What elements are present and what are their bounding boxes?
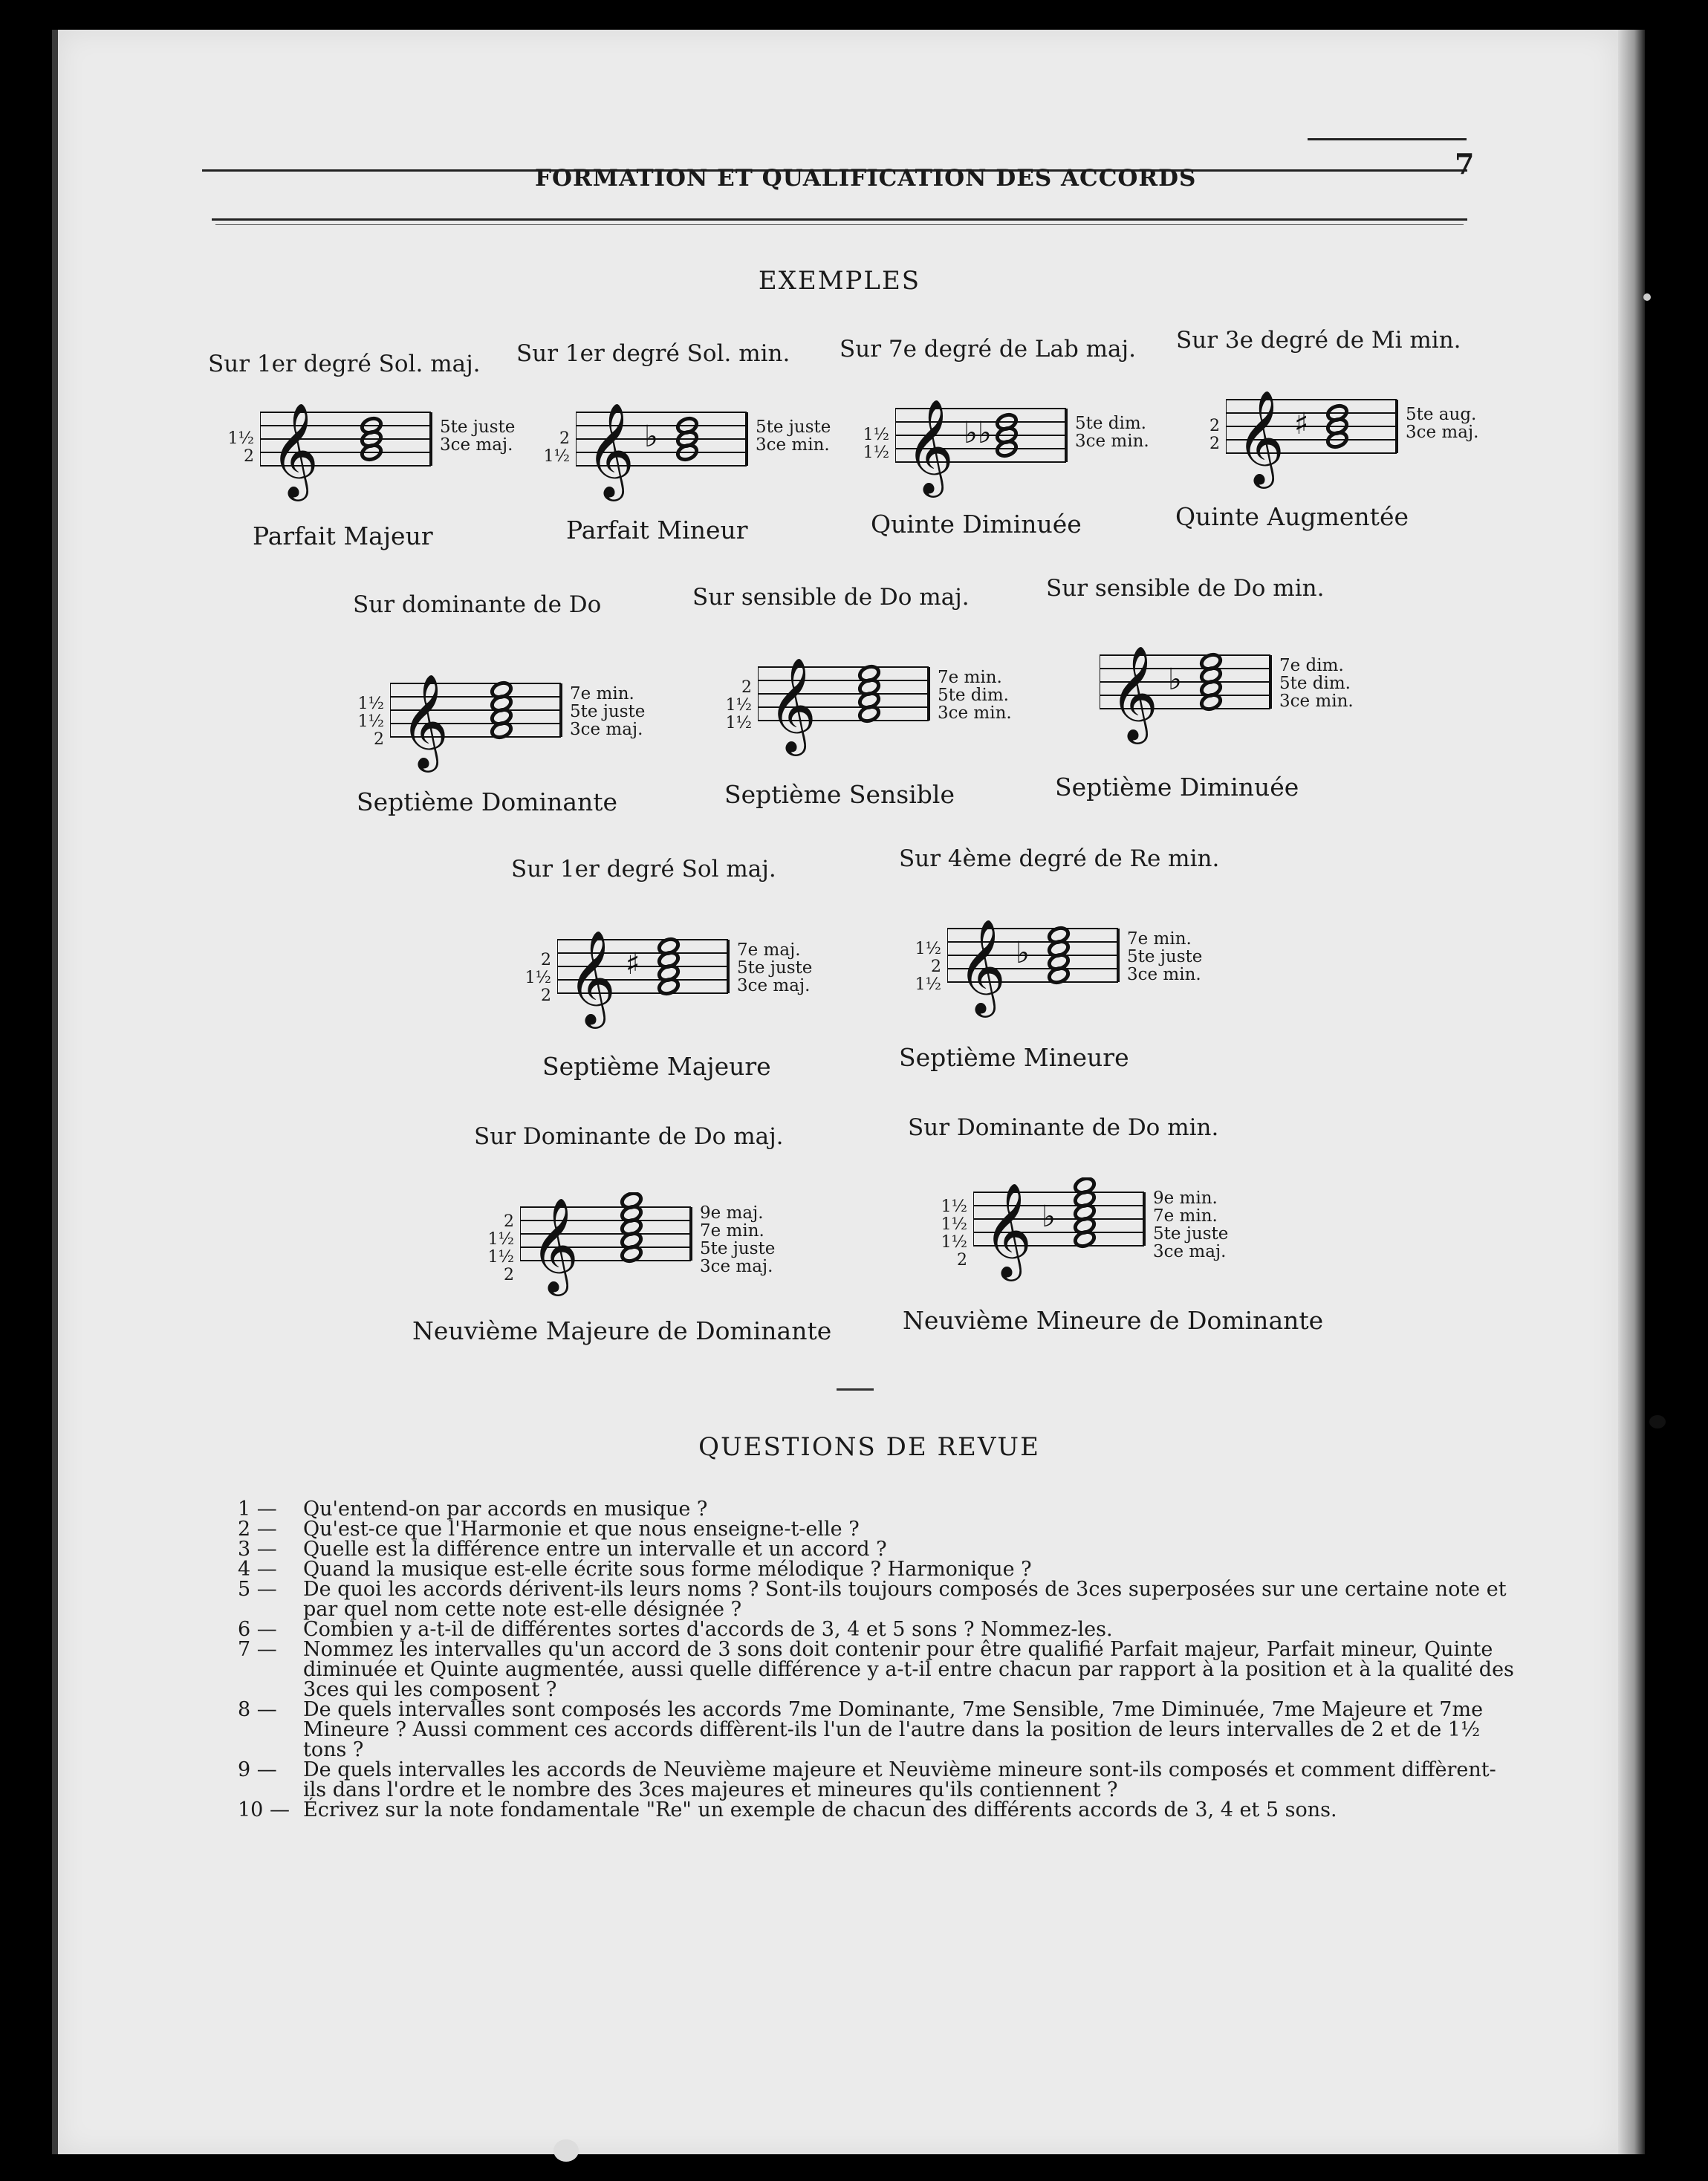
question-item: [238, 1539, 1516, 1559]
tone-step-label: 2: [504, 1266, 514, 1284]
question-number: 4 —: [238, 1558, 277, 1581]
accidental-icon: ♯: [626, 947, 640, 981]
treble-clef-icon: 𝄞: [1110, 645, 1159, 740]
interval-labels: [440, 418, 515, 454]
interval-labels: [1075, 415, 1149, 450]
interval-label: 3ce maj.: [1153, 1242, 1227, 1261]
tone-step-label: 1½: [863, 426, 889, 444]
tone-step-label: 2: [541, 987, 551, 1005]
tone-step-label: 1½: [915, 975, 941, 994]
tone-step-labels: [1190, 417, 1220, 453]
example-caption: Quinte Diminuée: [871, 510, 1082, 539]
question-number: 10 —: [238, 1798, 290, 1821]
interval-label: 7e min.: [570, 684, 634, 703]
question-text: Quelle est la différence entre un intervalle et un accord ?: [303, 1538, 887, 1561]
tone-step-labels: [540, 430, 570, 466]
tone-step-label: 2: [244, 447, 254, 466]
music-staff: [1226, 385, 1426, 519]
example-caption: Neuvième Majeure de Dominante: [412, 1316, 832, 1345]
interval-label: 3ce min.: [1279, 692, 1354, 711]
example-caption: Septième Majeure: [542, 1052, 771, 1081]
question-text: De quoi les accords dérivent-ils leurs noms ? Sont-ils toujours composés de 3ces superposées sur une certaine note et par quel nom cette note est-elle désignée ?: [303, 1578, 1507, 1621]
interval-label: 5te juste: [1127, 947, 1203, 966]
interval-label: 3ce min.: [938, 703, 1012, 723]
page-number: 7: [1455, 147, 1475, 181]
tone-step-label: 2: [504, 1212, 514, 1231]
header-rule-bottom2: [215, 224, 1464, 225]
tone-step-label: 1½: [941, 1233, 967, 1252]
example-heading: Sur Dominante de Do min.: [908, 1114, 1219, 1141]
question-item: [238, 1579, 1516, 1619]
question-text: De quels intervalles les accords de Neuvième majeure et Neuvième mineure sont-ils composés et comment diffèrent-ils dans l'ordre et le nombre des 3ces majeures et mineures qu'ils contiennent ?: [303, 1758, 1496, 1801]
music-staff: [390, 669, 591, 802]
separator-dash: [837, 1388, 874, 1391]
accidental-icon: ♭: [1168, 663, 1182, 697]
tone-step-labels: [860, 426, 889, 462]
music-staff: [260, 397, 461, 531]
interval-label: 7e min.: [1153, 1206, 1218, 1226]
treble-clef-icon: 𝄞: [768, 657, 817, 752]
tone-step-label: 1½: [915, 940, 941, 958]
interval-label: 5te dim.: [938, 686, 1009, 705]
question-item: [238, 1800, 1516, 1820]
interval-label: 3ce maj.: [737, 976, 811, 995]
question-item: [238, 1619, 1516, 1639]
question-text: Écrivez sur la note fondamentale "Re" un exemple de chacun des différents accords de 3, 4 et 5 sons.: [303, 1798, 1337, 1821]
tone-step-label: 1½: [941, 1215, 967, 1234]
interval-label: 9e maj.: [700, 1203, 764, 1223]
interval-label: 7e min.: [700, 1221, 764, 1241]
interval-label: 7e dim.: [1279, 656, 1344, 675]
interval-labels: [1127, 930, 1202, 984]
interval-labels: [1406, 406, 1478, 441]
tone-step-label: 1½: [357, 695, 384, 713]
tone-step-label: 2: [559, 429, 570, 448]
question-number: 9 —: [238, 1758, 277, 1781]
question-text: De quels intervalles sont composés les accords 7me Dominante, 7me Sensible, 7me Diminuée, 7me Majeure et 7me Mineure ? Aussi comment ces accords diffèrent-ils l'un de l'autre dans la position de leurs intervalles de 2 et de 1½ tons ?: [303, 1698, 1484, 1761]
tone-step-labels: [912, 940, 941, 994]
music-staff: [895, 394, 1096, 527]
music-staff: [1100, 640, 1300, 774]
tone-step-labels: [484, 1213, 514, 1284]
interval-label: 5te juste: [440, 417, 516, 437]
interval-label: 3ce min.: [1127, 965, 1201, 984]
accidental-icon: ♭: [1042, 1200, 1056, 1234]
tone-step-label: 2: [1209, 417, 1220, 435]
scan-speck: [1649, 1415, 1666, 1428]
music-staff: [576, 397, 776, 531]
interval-label: 5te juste: [570, 702, 646, 721]
question-item: [238, 1639, 1516, 1700]
treble-clef-icon: 𝄞: [530, 1197, 579, 1292]
example-heading: Sur 1er degré Sol maj.: [511, 856, 776, 883]
interval-label: 5te juste: [737, 958, 813, 978]
tone-step-label: 2: [1209, 435, 1220, 453]
review-questions: [238, 1499, 1516, 1820]
tone-step-label: 1½: [227, 429, 254, 448]
question-text: Nommez les intervalles qu'un accord de 3 sons doit contenir pour être qualifié Parfait majeur, Parfait mineur, Quinte diminuée et Quinte augmentée, aussi quelle différence y a-t-il entre chacun par rapport à la position et à la qualité des 3ces qui les composent ?: [303, 1638, 1514, 1701]
question-item: [238, 1760, 1516, 1800]
example-caption: Septième Mineure: [899, 1043, 1129, 1072]
music-staff: [520, 1192, 721, 1326]
treble-clef-icon: 𝄞: [906, 398, 955, 493]
interval-labels: [756, 418, 831, 454]
header-rule-right: [1308, 138, 1467, 140]
treble-clef-icon: 𝄞: [1236, 389, 1285, 484]
example-heading: Sur 1er degré Sol. maj.: [208, 351, 481, 377]
interval-label: 7e min.: [1127, 929, 1192, 949]
interval-label: 3ce maj.: [440, 435, 513, 455]
example-heading: Sur 3e degré de Mi min.: [1176, 327, 1461, 354]
accidental-icon: ♯: [1294, 407, 1309, 441]
accidental-icon: ♭: [644, 420, 658, 454]
examples-title: EXEMPLES: [758, 266, 921, 296]
interval-labels: [1279, 657, 1354, 710]
example-heading: Sur sensible de Do maj.: [692, 584, 970, 611]
question-text: Quand la musique est-elle écrite sous forme mélodique ? Harmonique ?: [303, 1558, 1032, 1581]
interval-label: 5te dim.: [1279, 674, 1351, 693]
example-caption: Parfait Majeur: [253, 521, 433, 550]
question-text: Combien y a-t-il de différentes sortes d'accords de 3, 4 et 5 sons ? Nommez-les.: [303, 1618, 1113, 1641]
example-heading: Sur dominante de Do: [353, 591, 602, 618]
tone-step-label: 1½: [543, 447, 570, 466]
question-number: 5 —: [238, 1578, 277, 1601]
interval-label: 5te juste: [756, 417, 831, 437]
treble-clef-icon: 𝄞: [586, 402, 635, 497]
interval-labels: [570, 685, 645, 738]
interval-label: 5te juste: [700, 1239, 776, 1258]
music-staff: [557, 925, 758, 1059]
interval-label: 3ce maj.: [570, 720, 643, 739]
music-staff: [758, 652, 958, 786]
interval-label: 7e maj.: [737, 940, 801, 960]
example-heading: Sur 7e degré de Lab maj.: [840, 336, 1137, 363]
tone-step-labels: [354, 695, 384, 749]
tone-step-label: 1½: [863, 443, 889, 462]
example-heading: Sur 4ème degré de Re min.: [899, 845, 1220, 872]
interval-labels: [737, 941, 812, 995]
example-caption: Septième Diminuée: [1055, 773, 1299, 802]
tone-step-label: 2: [931, 958, 941, 976]
tone-step-label: 1½: [487, 1230, 514, 1249]
tone-step-label: 2: [957, 1251, 967, 1270]
treble-clef-icon: 𝄞: [568, 929, 617, 1024]
interval-label: 5te juste: [1153, 1224, 1229, 1244]
accidental-icon: ♭: [1016, 936, 1030, 970]
music-staff: [947, 914, 1148, 1047]
interval-labels: [1153, 1189, 1228, 1261]
interval-label: 3ce maj.: [700, 1257, 773, 1276]
question-item: [238, 1559, 1516, 1579]
question-number: 3 —: [238, 1538, 277, 1561]
treble-clef-icon: 𝄞: [958, 918, 1007, 1013]
interval-label: 5te dim.: [1075, 414, 1146, 433]
tone-step-label: 1½: [487, 1248, 514, 1267]
question-number: 7 —: [238, 1638, 277, 1661]
example-caption: Parfait Mineur: [566, 516, 748, 545]
question-item: [238, 1700, 1516, 1760]
scan-speck: [553, 2139, 579, 2162]
question-text: Qu'est-ce que l'Harmonie et que nous enseigne-t-elle ?: [303, 1518, 860, 1541]
header-rule-bottom: [212, 218, 1467, 221]
questions-title: QUESTIONS DE REVUE: [698, 1432, 1040, 1462]
tone-step-labels: [722, 679, 752, 732]
interval-label: 3ce min.: [1075, 432, 1149, 451]
example-caption: Quinte Augmentée: [1175, 502, 1409, 531]
page-edge: [1618, 30, 1645, 2154]
interval-label: 3ce min.: [756, 435, 830, 455]
treble-clef-icon: 𝄞: [400, 673, 449, 768]
music-staff: [973, 1177, 1174, 1311]
question-number: 1 —: [238, 1498, 277, 1521]
running-header: FORMATION ET QUALIFICATION DES ACCORDS: [535, 165, 1197, 192]
example-heading: Sur sensible de Do min.: [1046, 575, 1325, 602]
question-number: 8 —: [238, 1698, 277, 1721]
tone-step-label: 1½: [357, 712, 384, 731]
treble-clef-icon: 𝄞: [984, 1182, 1033, 1277]
treble-clef-icon: 𝄞: [270, 402, 319, 497]
interval-label: 5te aug.: [1406, 405, 1477, 424]
tone-step-label: 1½: [941, 1197, 967, 1216]
example-heading: Sur Dominante de Do maj.: [474, 1123, 784, 1150]
example-heading: Sur 1er degré Sol. min.: [516, 340, 790, 367]
example-caption: Septième Dominante: [357, 787, 618, 816]
tone-step-label: 2: [541, 951, 551, 969]
question-number: 2 —: [238, 1518, 277, 1541]
question-text: Qu'entend-on par accords en musique ?: [303, 1498, 708, 1521]
tone-step-labels: [938, 1198, 967, 1270]
scan-speck: [1643, 293, 1651, 301]
question-item: [238, 1519, 1516, 1539]
interval-label: 9e min.: [1153, 1189, 1218, 1208]
interval-labels: [938, 669, 1012, 722]
tone-step-label: 2: [741, 678, 752, 697]
tone-step-label: 2: [374, 730, 384, 749]
example-caption: Neuvième Mineure de Dominante: [903, 1306, 1324, 1335]
interval-label: 7e min.: [938, 668, 1002, 687]
interval-label: 3ce maj.: [1406, 423, 1479, 442]
accidental-icon: ♭♭: [964, 416, 992, 450]
example-caption: Septième Sensible: [724, 780, 955, 809]
book-gutter: [52, 30, 58, 2154]
question-item: [238, 1499, 1516, 1519]
tone-step-labels: [522, 952, 551, 1005]
question-number: 6 —: [238, 1618, 277, 1641]
tone-step-label: 1½: [725, 714, 752, 732]
interval-labels: [700, 1204, 775, 1275]
tone-step-label: 1½: [525, 969, 551, 987]
tone-step-labels: [224, 430, 254, 466]
tone-step-label: 1½: [725, 696, 752, 715]
